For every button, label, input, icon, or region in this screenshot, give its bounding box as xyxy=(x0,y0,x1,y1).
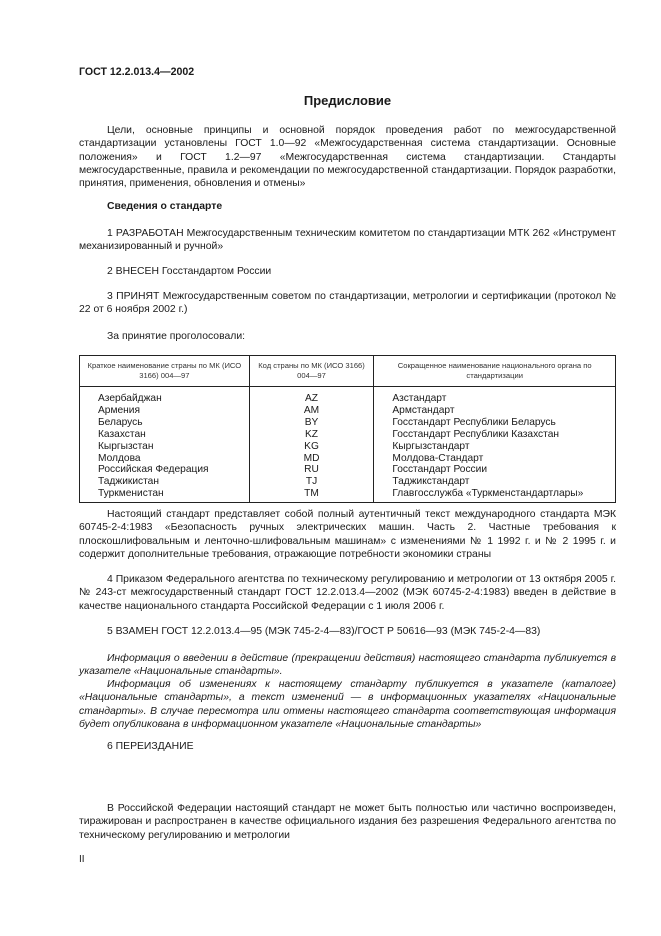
header-standards-body: Сокращенное наименование национального органа по стандартизации xyxy=(374,356,616,387)
intro-paragraph: Цели, основные принципы и основной порядок проведения работ по межгосударственной стандартизации установлены ГОСТ 1.0—92 «Межгосударственная система стандартизации. Основные положения» и ГОСТ 1.2—97 «Межгосударственная система стандартизации. Стандарты межгосударственные, правила и рекомендации по межгосударственной стандартизации. Порядок разработки, принятия, применения, обновления и отмены» xyxy=(79,125,616,190)
note-enactment: Информация о введении в действие (прекращении действия) настоящего стандарта публикуется в указателе «Национальные стандарты». xyxy=(79,653,616,678)
country-name: Туркменистан xyxy=(80,488,250,502)
table-row xyxy=(80,464,616,476)
standards-body: Главгосслужба «Туркменстандартлары» xyxy=(374,488,616,502)
info-heading: Сведения о стандарте xyxy=(107,201,223,212)
item-developed: 1 РАЗРАБОТАН Межгосударственным техническим комитетом по стандартизации МТК 262 «Инструмент механизированный и ручной» xyxy=(79,228,616,253)
country-code: AM xyxy=(249,405,374,417)
table-row xyxy=(80,441,616,453)
country-name: Армения xyxy=(80,405,250,417)
standards-body: Госстандарт России xyxy=(374,464,616,476)
voted-intro: За принятие проголосовали: xyxy=(107,331,246,342)
standards-body: Азстандарт xyxy=(374,387,616,405)
table-row xyxy=(80,453,616,465)
table-row xyxy=(80,429,616,441)
header-country-name: Краткое наименование страны по МК (ИСО 3166) 004—97 xyxy=(80,356,250,387)
document-page xyxy=(79,0,616,936)
country-code: RU xyxy=(249,464,374,476)
country-name: Российская Федерация xyxy=(80,464,250,476)
country-name: Беларусь xyxy=(80,417,250,429)
country-code: TM xyxy=(249,488,374,502)
country-code: TJ xyxy=(249,476,374,488)
standard-code-header: ГОСТ 12.2.013.4—2002 xyxy=(79,66,195,78)
table-row xyxy=(80,417,616,429)
standards-body: Госстандарт Республики Казахстан xyxy=(374,429,616,441)
country-code: KZ xyxy=(249,429,374,441)
authentic-text-paragraph: Настоящий стандарт представляет собой полный аутентичный текст международного стандарта МЭК 60745-2-4:1983 «Безопасность ручных электрических машин. Часть 2. Частные требования к плоскошлифовальным и ленточно-шлифовальным машинам» с изменениями № 1 1992 г. и № 2 1995 г. и содержит дополнительные требования, отражающие потребности экономики страны xyxy=(79,509,616,560)
item-order: 4 Приказом Федерального агентства по техническому регулированию и метрологии от 13 октября 2005 г. № 243-ст межгосударственный стандарт ГОСТ 12.2.013.4—2002 (МЭК 60745-2-4:1983) введен в действие в качестве национального стандарта Российской Федерации с 1 июля 2006 г. xyxy=(79,574,616,612)
standards-body: Молдова-Стандарт xyxy=(374,453,616,465)
table-row xyxy=(80,476,616,488)
header-country-code: Код страны по МК (ИСО 3166) 004—97 xyxy=(249,356,374,387)
country-name: Таджикистан xyxy=(80,476,250,488)
note-amendments: Информация об изменениях к настоящему стандарту публикуется в указателе (каталоге) «Национальные стандарты», а текст изменений — в информационных указателях «Национальные стандарты». В случае пересмотра или отмены настоящего стандарта соответствующая информация будет опубликована в информационном указателе «Национальные стандарты» xyxy=(79,679,616,730)
page-number: II xyxy=(79,854,85,865)
table-row xyxy=(80,387,616,405)
standards-body: Кыргызстандарт xyxy=(374,441,616,453)
voting-table xyxy=(79,355,616,503)
table-row xyxy=(80,405,616,417)
item-reissue: 6 ПЕРЕИЗДАНИЕ xyxy=(107,741,194,752)
country-name: Молдова xyxy=(80,453,250,465)
country-name: Кыргызстан xyxy=(80,441,250,453)
standards-body: Таджикстандарт xyxy=(374,476,616,488)
item-replaces: 5 ВЗАМЕН ГОСТ 12.2.013.4—95 (МЭК 745-2-4—83)/ГОСТ Р 50616—93 (МЭК 745-2-4—83) xyxy=(107,626,541,637)
page-title: Предисловие xyxy=(303,93,392,108)
table-header-row xyxy=(80,356,616,387)
item-introduced: 2 ВНЕСЕН Госстандартом России xyxy=(107,266,272,277)
table-row xyxy=(80,488,616,502)
country-code: BY xyxy=(249,417,374,429)
country-code: AZ xyxy=(249,387,374,405)
country-name: Азербайджан xyxy=(80,387,250,405)
item-adopted: 3 ПРИНЯТ Межгосударственным советом по стандартизации, метрологии и сертификации (протокол № 22 от 6 ноября 2002 г.) xyxy=(79,291,616,316)
country-code: MD xyxy=(249,453,374,465)
country-name: Казахстан xyxy=(80,429,250,441)
standards-body: Госстандарт Республики Беларусь xyxy=(374,417,616,429)
copyright-notice: В Российской Федерации настоящий стандарт не может быть полностью или частично воспроизведен, тиражирован и распространен в качестве официального издания без разрешения Федерального агентства по техническому регулированию и метрологии xyxy=(79,803,616,841)
standards-body: Армстандарт xyxy=(374,405,616,417)
country-code: KG xyxy=(249,441,374,453)
